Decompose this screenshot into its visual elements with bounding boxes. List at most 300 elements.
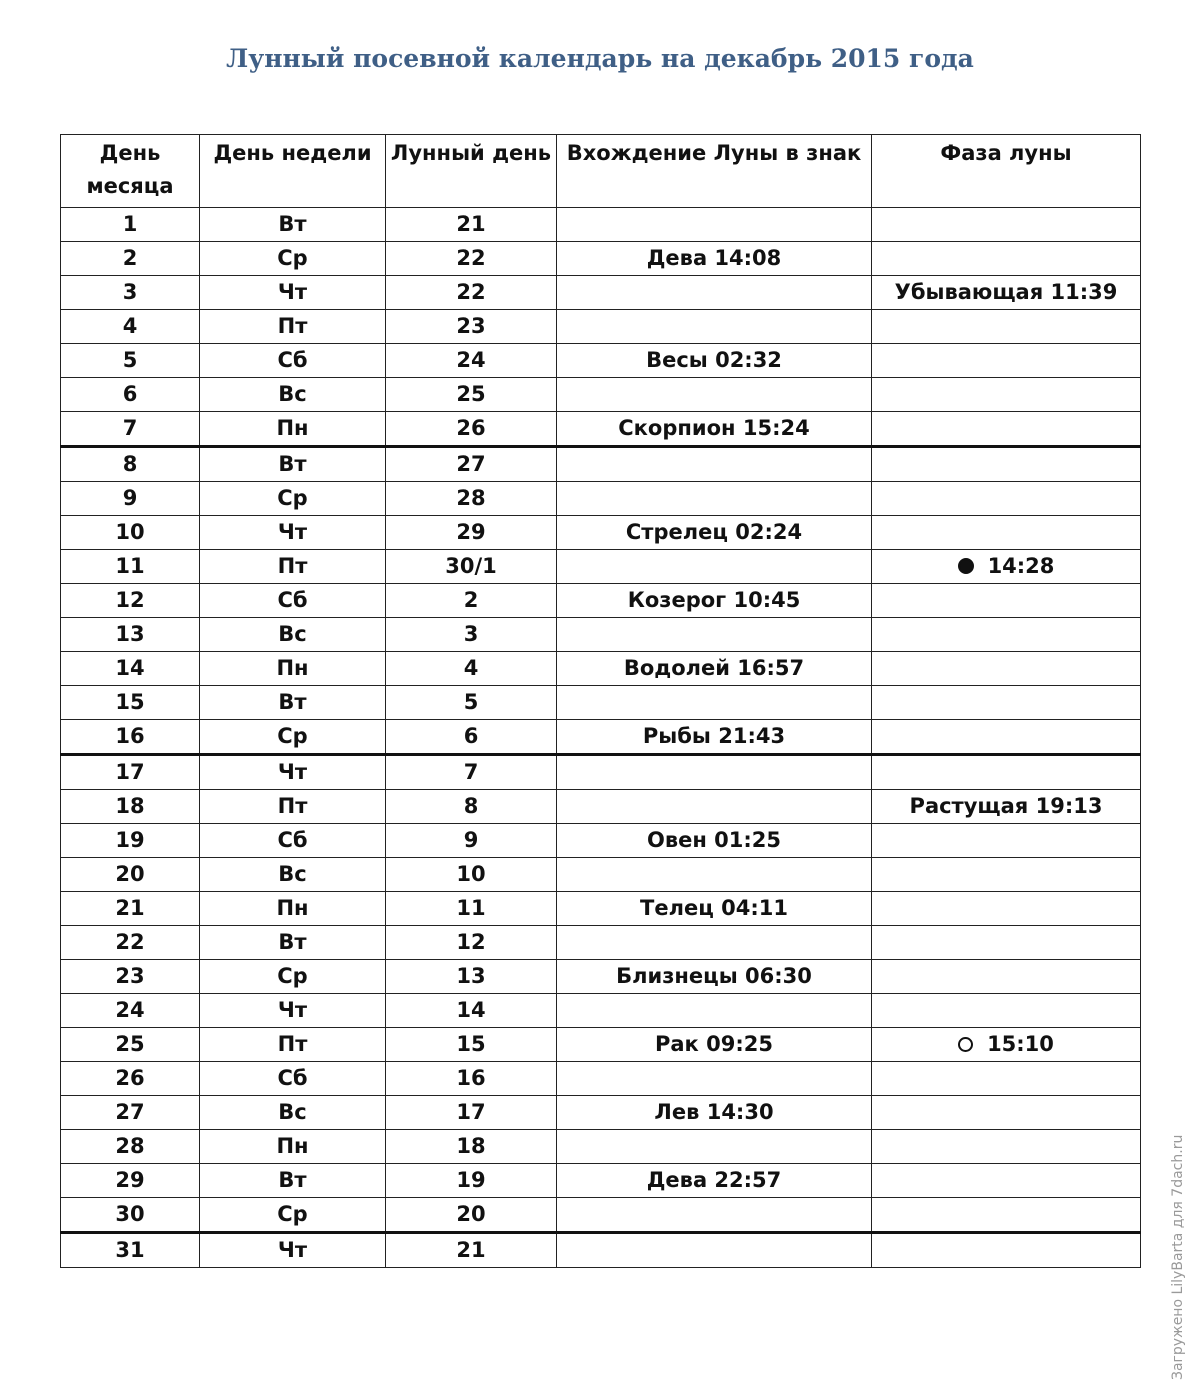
cell-day [61,378,200,412]
cell-weekday [200,1233,386,1268]
cell-moon-phase [872,960,1141,994]
cell-day [61,310,200,344]
cell-day [61,652,200,686]
cell-weekday-text: Вт [278,930,307,954]
cell-lunar-day [386,790,557,824]
cell-lunar-day-text: 22 [456,246,486,270]
cell-day [61,516,200,550]
cell-day [61,1028,200,1062]
cell-lunar-day [386,994,557,1028]
cell-lunar-day-text: 3 [463,622,479,646]
cell-moon-sign [557,208,872,242]
cell-weekday [200,344,386,378]
cell-moon-phase-text: Убывающая 11:39 [894,280,1118,304]
cell-weekday [200,1028,386,1062]
cell-moon-phase-text: Растущая 19:13 [909,794,1103,818]
cell-weekday-text: Пт [277,1032,308,1056]
cell-moon-phase [872,790,1141,824]
cell-weekday [200,755,386,790]
cell-lunar-day [386,344,557,378]
cell-day [61,412,200,447]
cell-weekday [200,447,386,482]
cell-moon-phase [872,1198,1141,1233]
cell-day-text: 27 [115,1100,145,1124]
cell-day-text: 1 [122,212,138,236]
cell-moon-phase [872,892,1141,926]
cell-lunar-day [386,824,557,858]
table-row [61,584,1141,618]
header-moon-sign: Вхождение Луны в знак [557,135,872,208]
cell-weekday [200,960,386,994]
cell-lunar-day [386,1130,557,1164]
cell-weekday [200,994,386,1028]
cell-moon-phase [872,686,1141,720]
cell-moon-phase [872,1028,1141,1062]
cell-moon-phase [872,310,1141,344]
cell-moon-phase [872,1233,1141,1268]
cell-day [61,926,200,960]
cell-moon-sign [557,276,872,310]
header-day-of-month: День месяца [61,135,200,208]
cell-weekday [200,550,386,584]
cell-lunar-day-text: 7 [463,760,479,784]
cell-day [61,960,200,994]
cell-moon-sign-text: Овен 01:25 [646,828,782,852]
cell-day-text: 4 [122,314,138,338]
cell-day [61,1198,200,1233]
table-row [61,926,1141,960]
cell-lunar-day [386,618,557,652]
cell-day-text: 23 [115,964,145,988]
cell-weekday [200,208,386,242]
cell-lunar-day [386,516,557,550]
watermark: Загружено LilyBarta для 7dach.ru [1170,1134,1186,1380]
cell-lunar-day [386,482,557,516]
cell-moon-sign [557,926,872,960]
cell-moon-sign-text: Стрелец 02:24 [625,520,803,544]
cell-weekday [200,378,386,412]
cell-moon-sign [557,1028,872,1062]
cell-lunar-day-text: 18 [456,1134,486,1158]
cell-moon-sign [557,447,872,482]
cell-day [61,550,200,584]
cell-weekday-text: Вт [278,212,307,236]
cell-moon-sign [557,1164,872,1198]
cell-lunar-day-text: 21 [456,212,486,236]
cell-weekday-text: Чт [277,998,308,1022]
cell-weekday-text: Сб [277,828,308,852]
cell-lunar-day-text: 29 [456,520,486,544]
table-row [61,686,1141,720]
cell-moon-sign [557,482,872,516]
cell-lunar-day [386,310,557,344]
cell-weekday [200,686,386,720]
cell-day [61,447,200,482]
table-row [61,790,1141,824]
cell-day [61,584,200,618]
cell-moon-sign [557,720,872,755]
cell-moon-sign-text: Близнецы 06:30 [616,964,812,988]
cell-day-text: 5 [122,348,138,372]
cell-lunar-day-text: 28 [456,486,486,510]
cell-lunar-day-text: 6 [463,724,479,748]
cell-moon-phase [872,516,1141,550]
cell-day-text: 14 [115,656,145,680]
cell-lunar-day [386,584,557,618]
table-row [61,960,1141,994]
cell-weekday-text: Сб [277,588,308,612]
cell-lunar-day-text: 26 [456,416,486,440]
cell-weekday-text: Вт [278,690,307,714]
lunar-calendar-table [60,134,1141,1268]
cell-weekday-text: Ср [277,486,308,510]
cell-moon-sign [557,960,872,994]
cell-weekday [200,310,386,344]
cell-lunar-day [386,378,557,412]
cell-weekday [200,892,386,926]
cell-moon-phase [872,550,1141,584]
cell-weekday-text: Чт [277,520,308,544]
cell-lunar-day-text: 19 [456,1168,486,1192]
cell-weekday [200,790,386,824]
cell-moon-sign-text: Лев 14:30 [654,1100,774,1124]
cell-moon-sign [557,1096,872,1130]
cell-moon-sign [557,790,872,824]
cell-day [61,276,200,310]
cell-lunar-day-text: 23 [456,314,486,338]
table-row [61,1233,1141,1268]
cell-weekday [200,1164,386,1198]
cell-lunar-day-text: 30/1 [445,554,497,578]
cell-day [61,824,200,858]
table-row [61,482,1141,516]
cell-lunar-day [386,208,557,242]
cell-lunar-day-text: 15 [456,1032,486,1056]
cell-lunar-day-text: 4 [463,656,479,680]
table-row [61,276,1141,310]
cell-day [61,208,200,242]
cell-day-text: 16 [115,724,145,748]
table-row [61,652,1141,686]
cell-weekday-text: Чт [277,760,308,784]
cell-lunar-day [386,1164,557,1198]
cell-weekday-text: Вс [278,622,307,646]
cell-moon-phase [872,1062,1141,1096]
cell-weekday [200,720,386,755]
cell-lunar-day-text: 25 [456,382,486,406]
cell-weekday-text: Ср [277,246,308,270]
table-row [61,208,1141,242]
cell-day [61,994,200,1028]
table-row [61,344,1141,378]
cell-moon-phase [872,584,1141,618]
cell-lunar-day-text: 5 [463,690,479,714]
cell-moon-phase [872,720,1141,755]
cell-weekday-text: Сб [277,1066,308,1090]
cell-weekday [200,926,386,960]
cell-lunar-day-text: 8 [463,794,479,818]
cell-moon-sign [557,686,872,720]
table-row [61,858,1141,892]
cell-lunar-day [386,276,557,310]
cell-weekday-text: Пт [277,314,308,338]
cell-weekday [200,652,386,686]
cell-weekday-text: Вт [278,452,307,476]
cell-lunar-day-text: 16 [456,1066,486,1090]
cell-lunar-day [386,1062,557,1096]
cell-day [61,686,200,720]
cell-weekday-text: Чт [277,1238,308,1262]
cell-weekday [200,242,386,276]
cell-day-text: 21 [115,896,145,920]
cell-day-text: 28 [115,1134,145,1158]
cell-moon-sign [557,892,872,926]
cell-weekday-text: Вс [278,382,307,406]
cell-weekday [200,1062,386,1096]
page-title: Лунный посевной календарь на декабрь 2015 года [226,44,974,73]
cell-day-text: 9 [122,486,138,510]
cell-weekday-text: Вс [278,862,307,886]
cell-day-text: 20 [115,862,145,886]
cell-day-text: 7 [122,416,138,440]
cell-moon-sign [557,584,872,618]
cell-moon-sign [557,755,872,790]
cell-lunar-day [386,242,557,276]
cell-lunar-day [386,447,557,482]
cell-moon-sign-text: Весы 02:32 [646,348,782,372]
cell-moon-sign [557,516,872,550]
cell-weekday-text: Ср [277,964,308,988]
cell-moon-phase [872,344,1141,378]
cell-moon-phase [872,482,1141,516]
cell-moon-phase [872,412,1141,447]
cell-day [61,344,200,378]
cell-day-text: 18 [115,794,145,818]
cell-lunar-day [386,550,557,584]
cell-lunar-day-text: 11 [456,896,486,920]
cell-day-text: 15 [115,690,145,714]
cell-lunar-day-text: 27 [456,452,486,476]
cell-day [61,1096,200,1130]
cell-weekday-text: Сб [277,348,308,372]
cell-lunar-day-text: 2 [463,588,479,612]
cell-moon-sign-text: Дева 22:57 [646,1168,782,1192]
cell-moon-sign [557,378,872,412]
cell-lunar-day [386,412,557,447]
cell-weekday [200,516,386,550]
cell-lunar-day [386,1198,557,1233]
table-body [61,208,1141,1268]
cell-lunar-day-text: 12 [456,930,486,954]
cell-moon-sign-text: Дева 14:08 [646,246,782,270]
cell-day [61,892,200,926]
table-row [61,516,1141,550]
cell-moon-sign-text: Водолей 16:57 [623,656,805,680]
cell-moon-sign [557,1130,872,1164]
cell-day [61,242,200,276]
cell-day [61,1062,200,1096]
cell-lunar-day [386,755,557,790]
cell-day-text: 17 [115,760,145,784]
cell-day [61,1130,200,1164]
cell-moon-sign [557,1062,872,1096]
cell-moon-phase [872,994,1141,1028]
cell-weekday [200,482,386,516]
cell-day-text: 24 [115,998,145,1022]
cell-lunar-day-text: 21 [456,1238,486,1262]
cell-day-text: 29 [115,1168,145,1192]
cell-day-text: 26 [115,1066,145,1090]
table-row [61,1198,1141,1233]
cell-weekday [200,1198,386,1233]
cell-lunar-day [386,686,557,720]
cell-lunar-day-text: 13 [456,964,486,988]
cell-lunar-day-text: 20 [456,1202,486,1226]
cell-day-text: 3 [122,280,138,304]
cell-moon-sign [557,858,872,892]
table-row [61,1130,1141,1164]
cell-moon-sign [557,242,872,276]
cell-moon-phase [872,1096,1141,1130]
cell-lunar-day [386,720,557,755]
cell-weekday-text: Пт [277,554,308,578]
cell-lunar-day-text: 22 [456,280,486,304]
cell-day-text: 12 [115,588,145,612]
cell-day-text: 31 [115,1238,145,1262]
table-row [61,1096,1141,1130]
cell-lunar-day [386,1233,557,1268]
cell-day-text: 13 [115,622,145,646]
cell-moon-sign [557,1198,872,1233]
header-lunar-day: Лунный день [386,135,557,208]
table-row [61,618,1141,652]
cell-day [61,858,200,892]
cell-moon-sign [557,824,872,858]
cell-lunar-day [386,926,557,960]
cell-day [61,482,200,516]
cell-weekday-text: Пн [276,416,309,440]
table-row [61,755,1141,790]
cell-moon-phase [872,652,1141,686]
cell-weekday-text: Вс [278,1100,307,1124]
cell-moon-sign [557,412,872,447]
cell-weekday [200,824,386,858]
cell-moon-sign [557,550,872,584]
table-row [61,1164,1141,1198]
cell-day-text: 2 [122,246,138,270]
cell-weekday-text: Пт [277,794,308,818]
cell-weekday [200,276,386,310]
cell-moon-phase-text: 15:10 [987,1032,1054,1056]
cell-weekday [200,584,386,618]
cell-day-text: 6 [122,382,138,406]
cell-weekday-text: Пн [276,656,309,680]
cell-weekday [200,1130,386,1164]
cell-moon-phase [872,1164,1141,1198]
cell-lunar-day [386,652,557,686]
cell-lunar-day [386,1028,557,1062]
cell-weekday [200,412,386,447]
cell-lunar-day [386,960,557,994]
table-row [61,892,1141,926]
cell-moon-sign-text: Козерог 10:45 [627,588,801,612]
cell-moon-phase [872,447,1141,482]
cell-moon-phase [872,858,1141,892]
cell-lunar-day-text: 9 [463,828,479,852]
cell-weekday [200,858,386,892]
cell-moon-sign-text: Рыбы 21:43 [642,724,786,748]
cell-lunar-day [386,858,557,892]
cell-weekday [200,618,386,652]
cell-moon-sign [557,652,872,686]
cell-moon-phase [872,208,1141,242]
cell-moon-phase [872,926,1141,960]
cell-lunar-day-text: 24 [456,348,486,372]
cell-lunar-day-text: 10 [456,862,486,886]
cell-weekday-text: Ср [277,724,308,748]
cell-moon-sign [557,618,872,652]
cell-moon-sign-text: Рак 09:25 [655,1032,773,1056]
cell-moon-phase [872,824,1141,858]
header-weekday: День недели [200,135,386,208]
cell-moon-sign-text: Телец 04:11 [640,896,788,920]
cell-day-text: 22 [115,930,145,954]
table-row [61,1028,1141,1062]
cell-lunar-day [386,1096,557,1130]
table-row [61,994,1141,1028]
cell-moon-phase [872,1130,1141,1164]
table-row [61,310,1141,344]
cell-day [61,1164,200,1198]
cell-moon-phase [872,755,1141,790]
table-row [61,550,1141,584]
cell-moon-phase [872,242,1141,276]
table-row [61,1062,1141,1096]
cell-moon-sign [557,1233,872,1268]
cell-day [61,618,200,652]
cell-weekday [200,1096,386,1130]
new-moon-icon [958,558,974,574]
cell-day [61,755,200,790]
cell-moon-sign [557,310,872,344]
cell-moon-phase-text: 14:28 [987,554,1055,578]
cell-moon-sign-text: Скорпион 15:24 [618,416,810,440]
table-row [61,378,1141,412]
cell-weekday-text: Пн [276,896,309,920]
cell-day-text: 19 [115,828,145,852]
cell-day-text: 10 [115,520,145,544]
cell-day [61,1233,200,1268]
cell-weekday-text: Ср [277,1202,308,1226]
cell-day [61,720,200,755]
cell-lunar-day-text: 14 [456,998,486,1022]
cell-weekday-text: Вт [278,1168,307,1192]
full-moon-icon [958,1037,973,1052]
table-row [61,824,1141,858]
cell-weekday-text: Пн [276,1134,309,1158]
table-row [61,720,1141,755]
cell-weekday-text: Чт [277,280,308,304]
cell-moon-sign [557,344,872,378]
cell-moon-phase [872,276,1141,310]
cell-moon-phase [872,378,1141,412]
cell-day [61,790,200,824]
cell-moon-phase [872,618,1141,652]
cell-day-text: 8 [122,452,138,476]
table-header-row [61,135,1141,208]
cell-day-text: 11 [115,554,145,578]
cell-moon-sign [557,994,872,1028]
